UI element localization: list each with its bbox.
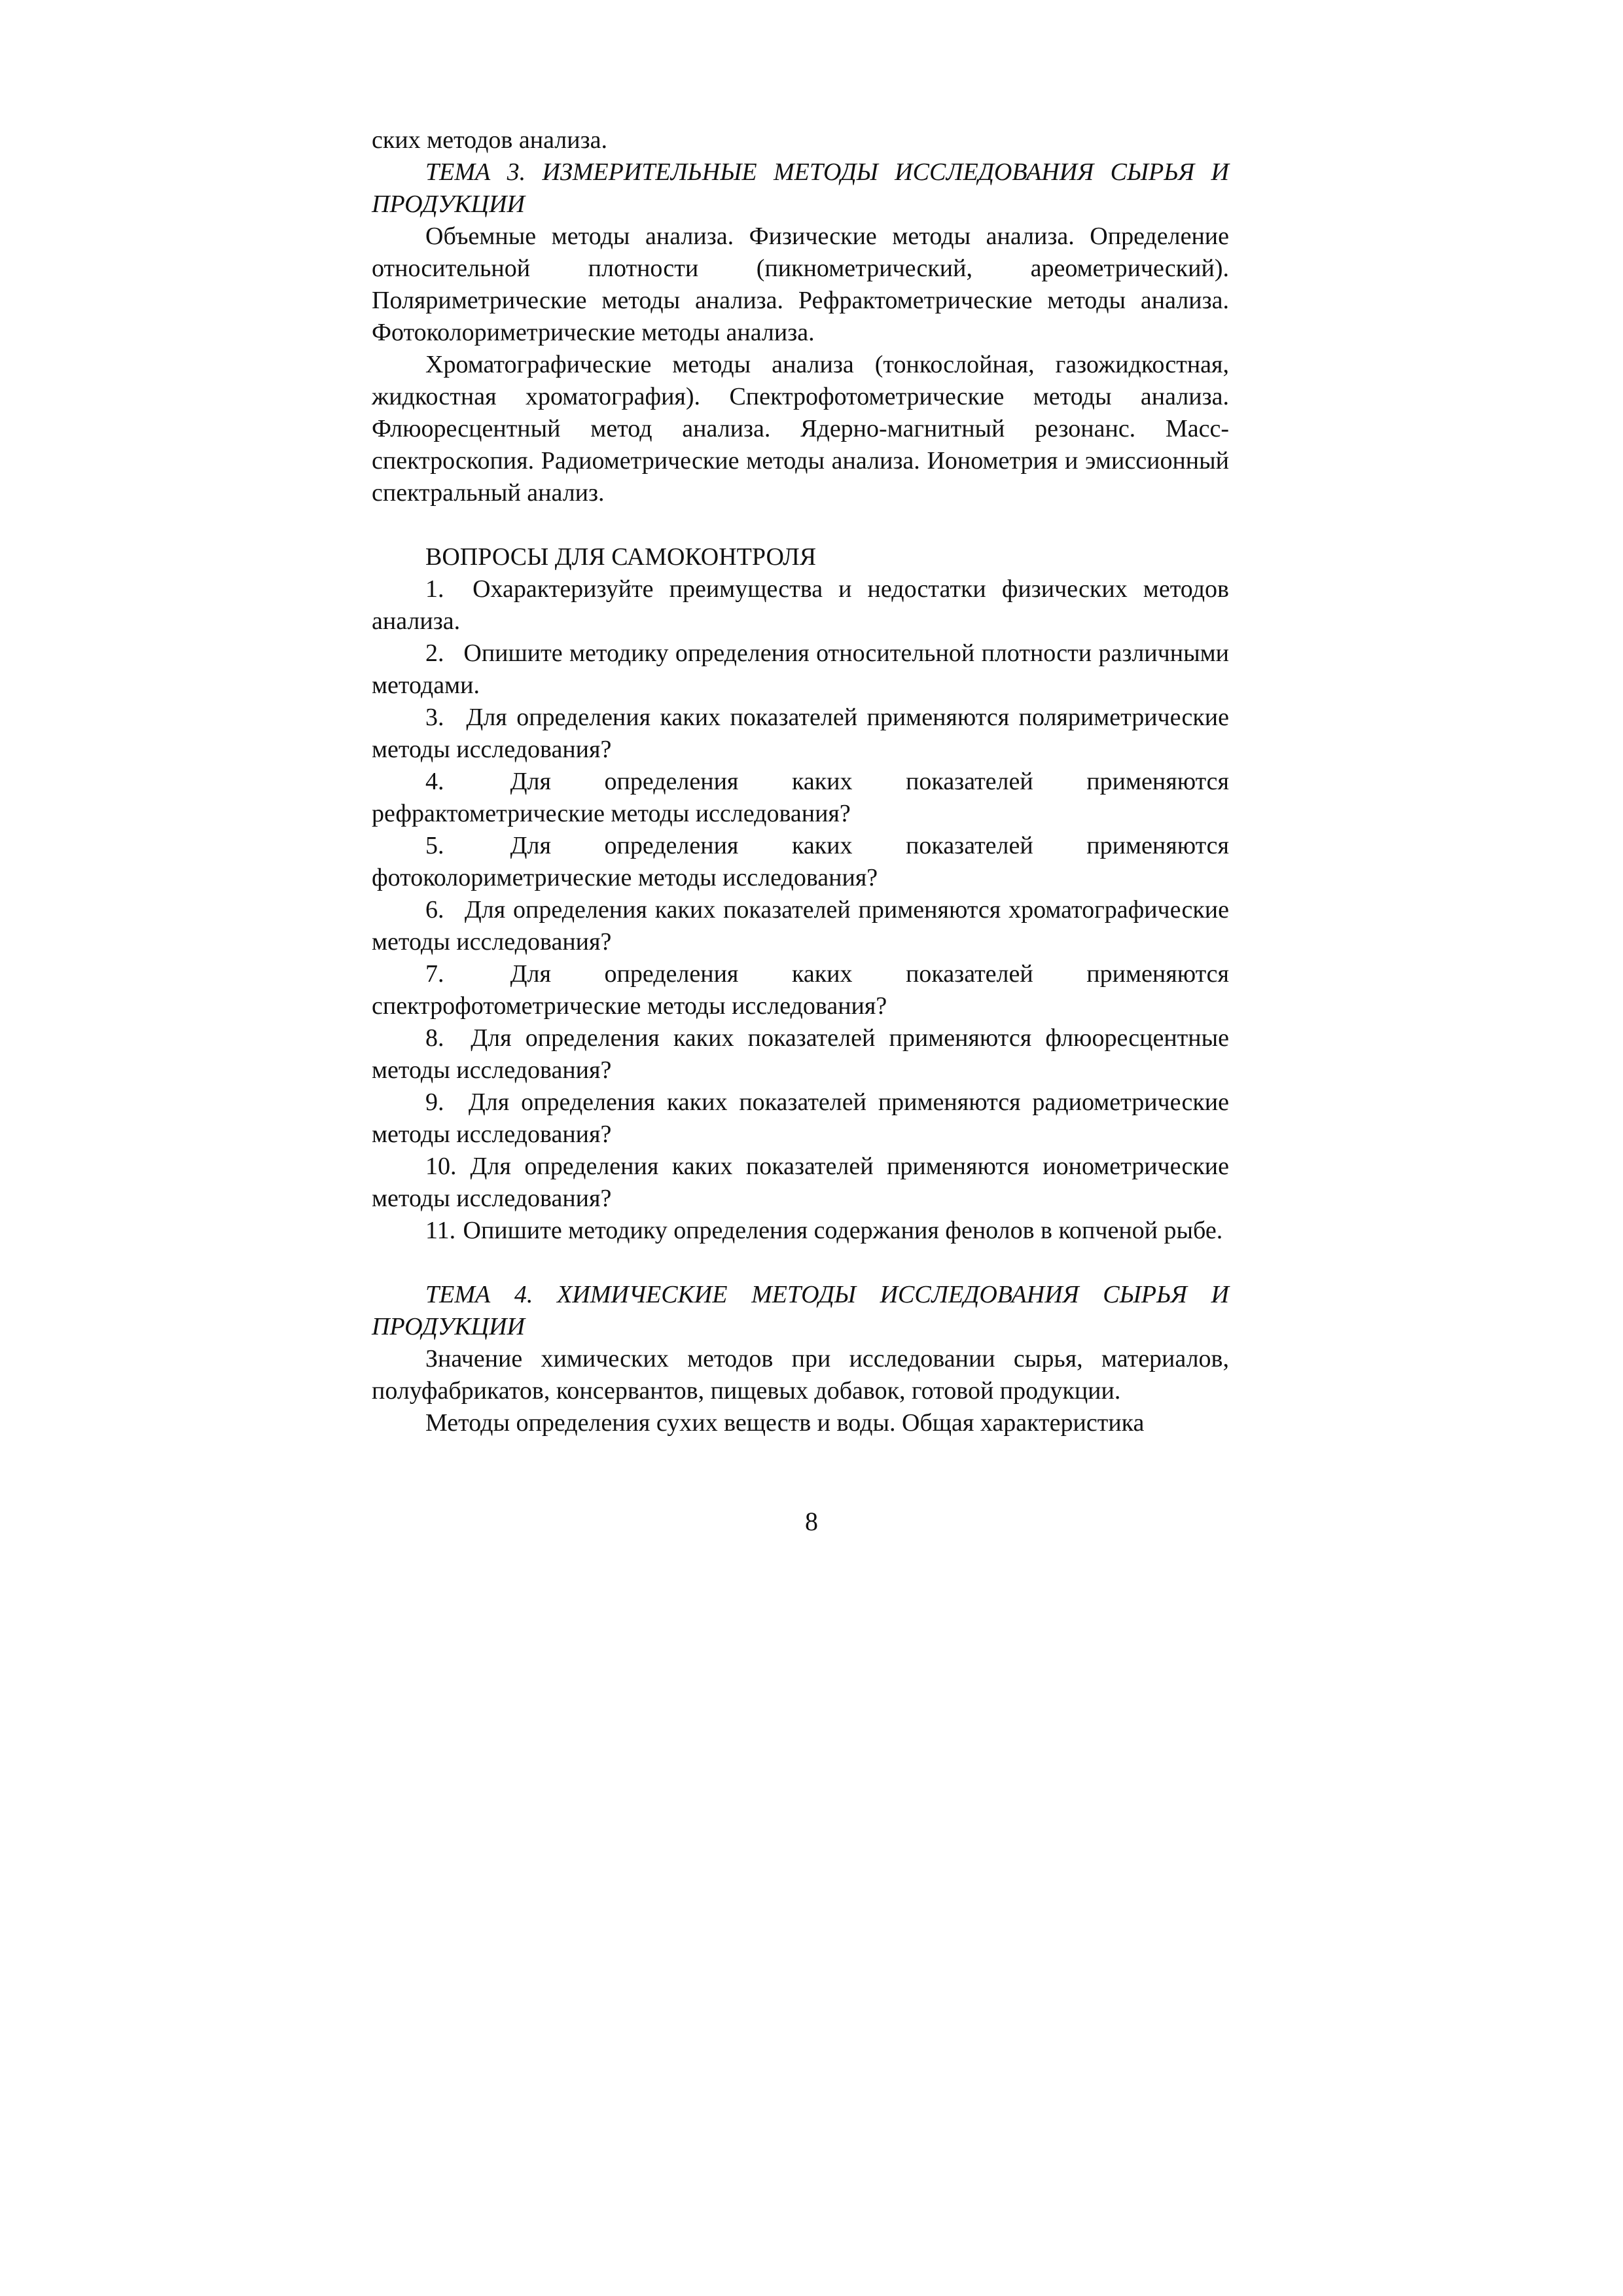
self-check-heading: ВОПРОСЫ ДЛЯ САМОКОНТРОЛЯ	[425, 543, 817, 571]
question-number: 5.	[425, 832, 444, 859]
section-gap	[372, 1247, 1229, 1279]
question-text: Для определения каких показателей применяются ионометрические методы исследования?	[372, 1153, 1229, 1212]
question-number: 6.	[425, 896, 444, 924]
question-text: Для определения каких показателей применяются спектрофотометрические методы исследования?	[372, 960, 1229, 1020]
question-number: 4.	[425, 768, 444, 795]
carry-over-text: ских методов анализа.	[372, 126, 607, 154]
question-text: Для определения каких показателей применяются поляриметрические методы исследования?	[372, 704, 1229, 763]
question-item	[372, 637, 1229, 702]
question-text: Охарактеризуйте преимущества и недостатки физических методов анализа.	[372, 575, 1229, 635]
question-item	[372, 830, 1229, 894]
question-text: Опишите методику определения содержания фенолов в копченой рыбе.	[463, 1217, 1223, 1244]
topic-4-heading: ТЕМА 4. ХИМИЧЕСКИЕ МЕТОДЫ ИССЛЕДОВАНИЯ СЫРЬЯ И ПРОДУКЦИИ	[372, 1281, 1229, 1340]
question-number: 8.	[425, 1024, 444, 1052]
question-text: Опишите методику определения относительной плотности различными методами.	[372, 639, 1229, 699]
question-item	[372, 702, 1229, 766]
question-number: 2.	[425, 639, 444, 667]
question-number: 10.	[425, 1153, 457, 1180]
page-number: 8	[805, 1507, 818, 1536]
question-item	[372, 766, 1229, 830]
question-text: Для определения каких показателей применяются радиометрические методы исследования?	[372, 1088, 1230, 1148]
section-gap	[372, 509, 1229, 541]
question-item	[372, 958, 1229, 1022]
question-number: 1.	[425, 575, 444, 603]
question-item	[372, 573, 1229, 637]
question-item	[372, 894, 1229, 958]
topic-3-paragraph-1: Объемные методы анализа. Физические методы анализа. Определение относительной плотности (пикнометрический, ареометрический). Поляриметрические методы анализа. Рефрактометрические методы анализа. Фотоколориметрические методы анализа.	[372, 223, 1229, 346]
question-number: 7.	[425, 960, 444, 988]
question-number: 9.	[425, 1088, 444, 1116]
topic-3-heading: ТЕМА 3. ИЗМЕРИТЕЛЬНЫЕ МЕТОДЫ ИССЛЕДОВАНИЯ СЫРЬЯ И ПРОДУКЦИИ	[372, 158, 1229, 218]
question-item	[372, 1022, 1229, 1086]
question-item	[372, 1151, 1229, 1215]
topic-4-paragraph-1: Значение химических методов при исследовании сырья, материалов, полуфабрикатов, консервантов, пищевых добавок, готовой продукции.	[372, 1345, 1229, 1405]
self-check-question-list	[372, 573, 1229, 1247]
question-number: 11.	[425, 1217, 456, 1244]
topic-3-paragraph-2: Хроматографические методы анализа (тонкослойная, газожидкостная, жидкостная хроматография). Спектрофотометрические методы анализа. Флюоресцентный метод анализа. Ядерно-магнитный резонанс. Масс-спектроскопия. Радиометрические методы анализа. Ионометрия и эмиссионный спектральный анализ.	[372, 351, 1229, 507]
question-text: Для определения каких показателей применяются рефрактометрические методы исследования?	[372, 768, 1229, 827]
question-item	[372, 1215, 1229, 1247]
question-text: Для определения каких показателей применяются флюоресцентные методы исследования?	[372, 1024, 1229, 1084]
document-page	[372, 124, 1229, 1439]
question-text: Для определения каких показателей применяются хроматографические методы исследования?	[372, 896, 1229, 956]
topic-4-paragraph-2: Методы определения сухих веществ и воды. Общая характеристика	[425, 1409, 1145, 1437]
question-text: Для определения каких показателей применяются фотоколориметрические методы исследования?	[372, 832, 1229, 891]
question-number: 3.	[425, 704, 444, 731]
question-item	[372, 1086, 1229, 1151]
